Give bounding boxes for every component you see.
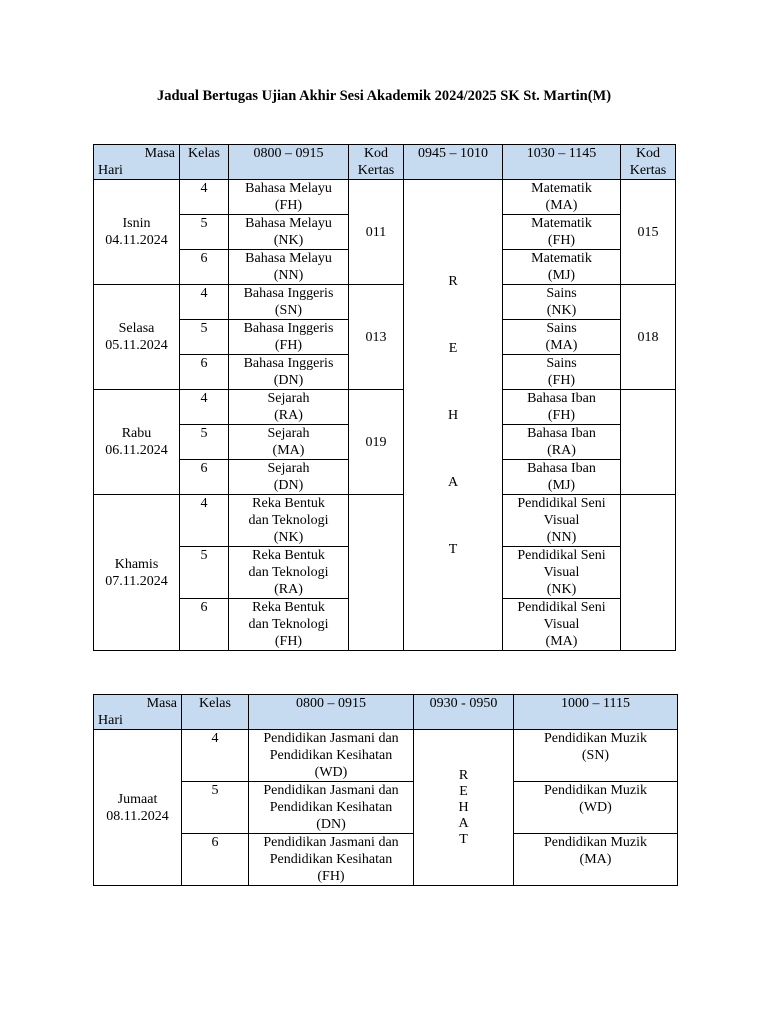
subject-name: Sejarah [267,426,310,441]
subject-name: Pendidikal Seni [517,548,606,563]
header-masa-hari [94,695,182,730]
subject-name-line2: dan Teknologi [248,617,329,632]
rehat-letter: E [448,340,458,356]
subject-name-line2: Pendidikan Kesihatan [269,852,393,867]
subject-cell [229,599,349,651]
table-row [94,834,678,886]
header-slot-1: 0800 – 0915 [249,695,414,730]
subject-cell [229,250,349,285]
header-slot-3: 1000 – 1115 [514,695,678,730]
header-hari: Hari [98,163,123,178]
subject-name: Pendidikan Jasmani dan [263,731,399,746]
header-hari: Hari [98,713,123,728]
day-name: Jumaat [117,791,158,807]
day-cell [94,390,180,495]
day-date: 08.11.2024 [106,808,169,824]
invigilator-code: (FH) [547,373,576,388]
subject-name: Sains [546,356,577,371]
subject-name-line2: dan Teknologi [248,565,329,580]
kelas-cell: 5 [180,215,229,250]
subject-cell [229,215,349,250]
subject-name: Bahasa Inggeris [243,321,334,336]
day-date: 05.11.2024 [105,338,168,353]
invigilator-code: (MA) [545,338,578,353]
subject-name: Bahasa Inggeris [243,356,334,371]
subject-cell [229,285,349,320]
subject-cell [229,180,349,215]
day-cell [94,285,180,390]
kelas-cell: 6 [180,599,229,651]
invigilator-code: (DN) [316,817,346,832]
header-slot-3: 1030 – 1145 [503,145,621,180]
day-name: Isnin [122,216,151,231]
subject-cell [229,390,349,425]
subject-name: Matematik [531,216,592,231]
header-kod-label: Kod [363,146,389,161]
kelas-cell: 5 [180,320,229,355]
subject-name-line2: Pendidikan Kesihatan [269,800,393,815]
subject-name: Sejarah [267,461,310,476]
header-slot-1: 0800 – 0915 [229,145,349,180]
table-header-row [94,145,676,180]
subject-cell [514,834,678,886]
table-row [94,180,676,215]
kod-kertas-cell [349,495,404,651]
subject-name: Bahasa Melayu [245,251,332,266]
page-title: Jadual Bertugas Ujian Akhir Sesi Akademik 2024/2025 SK St. Martin(M) [156,88,612,104]
day-date: 06.11.2024 [105,443,168,458]
invigilator-code: (DN) [273,373,304,388]
kelas-cell: 4 [180,495,229,547]
invigilator-code: (NN) [546,530,577,545]
header-slot-2: 0930 - 0950 [414,695,514,730]
invigilator-code: (FH) [274,634,303,649]
table-row [94,390,676,425]
invigilator-code: (FH) [274,198,303,213]
header-masa: Masa [144,146,175,161]
invigilator-code: (RA) [274,408,303,423]
subject-name: Pendidikan Muzik [543,835,648,850]
subject-name: Pendidikal Seni [517,600,606,615]
kod-kertas-cell: 019 [349,390,404,495]
kelas-cell: 5 [180,547,229,599]
invigilator-code: (NK) [273,233,304,248]
subject-name-line2: Visual [543,617,580,632]
day-date: 04.11.2024 [105,233,168,248]
subject-cell [514,730,678,782]
invigilator-code: (NK) [546,582,577,597]
rehat-letter: H [458,799,469,815]
subject-cell [503,285,621,320]
header-kertas-label: Kertas [629,163,667,178]
header-slot-2: 0945 – 1010 [404,145,503,180]
invigilator-code: (RA) [547,443,576,458]
subject-name: Sains [546,321,577,336]
table-header-row [94,695,678,730]
subject-name: Pendidikan Jasmani dan [263,783,399,798]
subject-cell [503,547,621,599]
subject-cell [229,320,349,355]
subject-cell [503,250,621,285]
invigilator-code: (MJ) [547,478,576,493]
rehat-letter: T [448,541,458,557]
rehat-letter: R [458,767,469,783]
subject-name: Bahasa Melayu [245,216,332,231]
invigilator-code: (FH) [274,338,303,353]
invigilator-code: (NN) [273,268,304,283]
invigilator-code: (FH) [547,233,576,248]
rehat-cell [404,180,503,651]
kelas-cell: 4 [180,180,229,215]
subject-name: Reka Bentuk [252,548,325,563]
subject-cell [229,495,349,547]
subject-cell [503,460,621,495]
invigilator-code: (MA) [545,198,578,213]
subject-cell [229,355,349,390]
rehat-letter: A [458,815,469,831]
rehat-letter: T [459,831,468,847]
rehat-letter: R [448,273,458,289]
subject-name: Bahasa Iban [527,391,596,406]
subject-cell [503,320,621,355]
subject-name: Pendidikan Muzik [543,731,648,746]
header-kelas: Kelas [180,145,229,180]
kod-kertas-cell: 018 [621,285,676,390]
subject-name: Sejarah [267,391,310,406]
schedule-table-week [93,144,676,651]
kelas-cell: 5 [182,782,249,834]
header-masa-hari [94,145,180,180]
subject-cell [503,495,621,547]
kelas-cell: 6 [180,355,229,390]
subject-name: Bahasa Inggeris [243,286,334,301]
kelas-cell: 4 [180,285,229,320]
kelas-cell: 6 [180,250,229,285]
invigilator-code: (WD) [314,765,348,780]
invigilator-code: (FH) [547,408,576,423]
invigilator-code: (DN) [273,478,304,493]
table-row [94,782,678,834]
subject-cell [249,782,414,834]
subject-cell [249,730,414,782]
kelas-cell: 4 [180,390,229,425]
subject-name: Bahasa Iban [527,426,596,441]
rehat-letter: H [447,407,459,423]
invigilator-code: (WD) [579,800,612,815]
header-kod-kertas-1 [349,145,404,180]
day-cell [94,730,182,886]
day-name: Selasa [118,321,155,336]
schedule-table-friday [93,694,678,886]
rehat-cell [414,730,514,886]
invigilator-code: (MA) [579,852,612,867]
subject-name-line2: Pendidikan Kesihatan [269,748,393,763]
subject-cell [503,425,621,460]
rehat-letter: E [459,783,468,799]
table-row [94,495,676,547]
subject-name: Bahasa Melayu [245,181,332,196]
invigilator-code: (FH) [317,869,345,884]
subject-cell [503,599,621,651]
kod-kertas-cell: 011 [349,180,404,285]
subject-name: Pendidikal Seni [517,496,606,511]
invigilator-code: (MA) [545,634,578,649]
day-cell [94,180,180,285]
table-row [94,285,676,320]
kelas-cell: 4 [182,730,249,782]
header-kelas: Kelas [182,695,249,730]
header-masa: Masa [146,696,177,711]
day-name: Rabu [121,426,152,441]
subject-name: Bahasa Iban [527,461,596,476]
invigilator-code: (MJ) [547,268,576,283]
subject-name: Sains [546,286,577,301]
kod-kertas-cell: 013 [349,285,404,390]
subject-cell [249,834,414,886]
subject-cell [514,782,678,834]
subject-name: Pendidikan Muzik [543,783,648,798]
header-kod-kertas-2 [621,145,676,180]
kelas-cell: 5 [180,425,229,460]
subject-cell [503,215,621,250]
day-cell [94,495,180,651]
subject-name: Matematik [531,251,592,266]
table-row [94,730,678,782]
kod-kertas-cell [621,495,676,651]
invigilator-code: (MA) [272,443,305,458]
invigilator-code: (SN) [581,748,610,763]
kelas-cell: 6 [180,460,229,495]
invigilator-code: (NK) [546,303,577,318]
subject-name: Pendidikan Jasmani dan [263,835,399,850]
subject-name: Reka Bentuk [252,600,325,615]
subject-cell [503,180,621,215]
subject-name: Matematik [531,181,592,196]
subject-cell [503,390,621,425]
kod-kertas-cell [621,390,676,495]
rehat-letter: A [447,474,459,490]
header-kod-label: Kod [635,146,661,161]
day-date: 07.11.2024 [105,573,168,589]
subject-name-line2: Visual [543,513,580,528]
subject-name: Reka Bentuk [252,496,325,511]
invigilator-code: (NK) [273,530,304,545]
kelas-cell: 6 [182,834,249,886]
subject-name-line2: dan Teknologi [248,513,329,528]
header-kertas-label: Kertas [357,163,395,178]
subject-name-line2: Visual [543,565,580,580]
kod-kertas-cell: 015 [621,180,676,285]
invigilator-code: (RA) [274,582,303,597]
subject-cell [229,460,349,495]
subject-cell [503,355,621,390]
subject-cell [229,425,349,460]
subject-cell [229,547,349,599]
day-name: Khamis [114,556,159,572]
invigilator-code: (SN) [274,303,303,318]
